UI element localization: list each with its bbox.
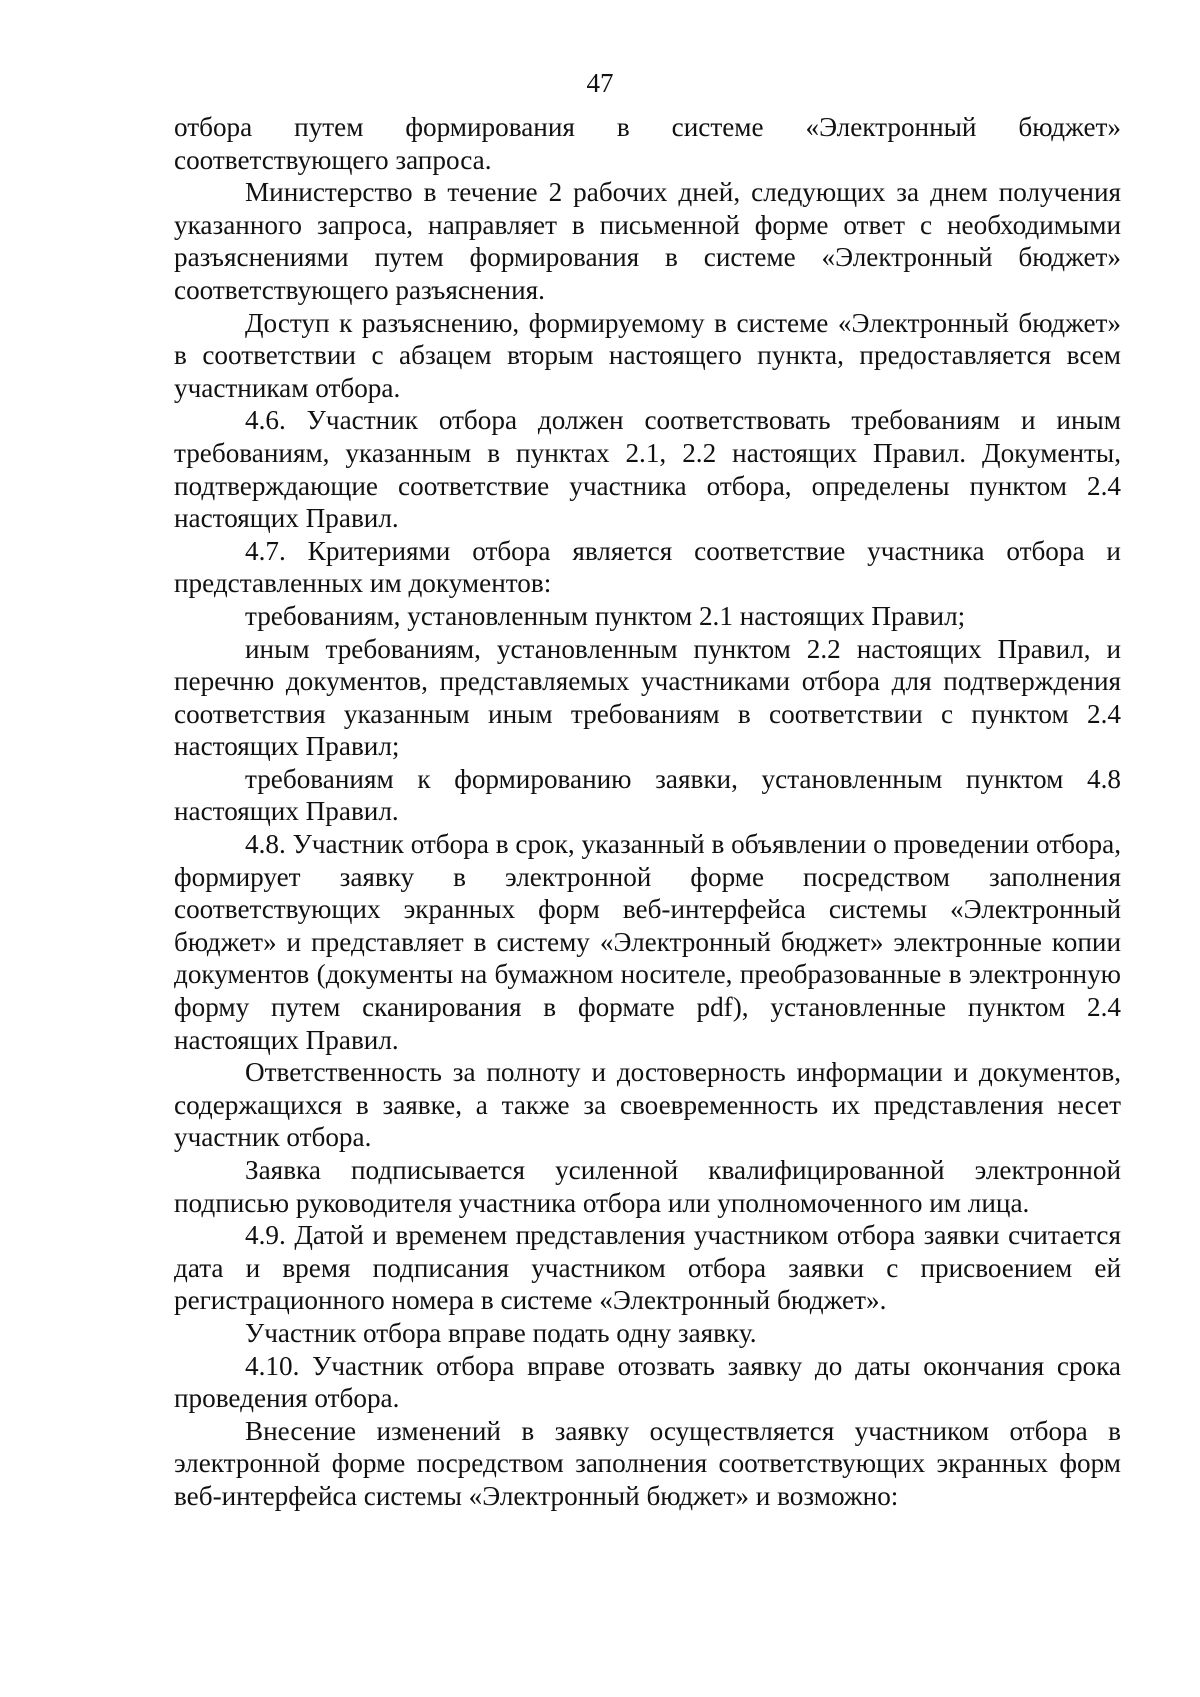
paragraph: Министерство в течение 2 рабочих дней, следующих за днем получения указанного запроса, направляет в письменной форме ответ с необходимыми разъяснениями путем формирования в системе «Электронный бюджет» соответствующего разъяснения. (174, 177, 1121, 305)
paragraph: Заявка подписывается усиленной квалифицированной электронной подписью руководителя участника отбора или уполномоченного им лица. (174, 1155, 1121, 1218)
paragraph: Ответственность за полноту и достоверность информации и документов, содержащихся в заявке, а также за своевременность их представления несет участник отбора. (174, 1057, 1121, 1153)
paragraph: иным требованиям, установленным пунктом 2.2 настоящих Правил, и перечню документов, представляемых участниками отбора для подтверждения соответствия указанным иным требованиям в соответствии с пунктом 2.4 настоящих Правил; (174, 633, 1121, 762)
paragraph: Доступ к разъяснению, формируемому в системе «Электронный бюджет» в соответствии с абзацем вторым настоящего пункта, предоставляется всем участникам отбора. (174, 307, 1121, 403)
paragraph: отбора путем формирования в системе «Электронный бюджет» соответствующего запроса. (174, 112, 1121, 175)
paragraph: Внесение изменений в заявку осуществляется участником отбора в электронной форме посредством заполнения соответствующих экранных форм веб-интерфейса системы «Электронный бюджет» и возможно: (174, 1415, 1121, 1511)
paragraph: 4.9. Датой и временем представления участником отбора заявки считается дата и время подписания участником отбора заявки с присвоением ей регистрационного номера в системе «Электронный бюджет». (174, 1220, 1121, 1316)
paragraph: 4.7. Критериями отбора является соответствие участника отбора и представленных им документов: (174, 535, 1121, 599)
page-number: 47 (586, 68, 614, 98)
paragraph: требованиям к формированию заявки, установленным пунктом 4.8 настоящих Правил. (174, 763, 1121, 827)
paragraph: 4.8. Участник отбора в срок, указанный в объявлении о проведении отбора, формирует заявку в электронной форме посредством заполнения соответствующих экранных форм веб-интерфейса системы «Электронный бюджет» и представляет в систему «Электронный бюджет» электронные копии документов (документы на бумажном носителе, преобразованные в электронную форму путем сканирования в формате pdf), установленные пунктом 2.4 настоящих Правил. (174, 829, 1121, 1055)
paragraph: Участник отбора вправе подать одну заявку. (245, 1317, 757, 1348)
document-body (174, 111, 1121, 1513)
paragraph: 4.10. Участник отбора вправе отозвать заявку до даты окончания срока проведения отбора. (174, 1350, 1121, 1414)
paragraph: требованиям, установленным пунктом 2.1 настоящих Правил; (245, 600, 966, 631)
paragraph: 4.6. Участник отбора должен соответствовать требованиям и иным требованиям, указанным в пунктах 2.1, 2.2 настоящих Правил. Документы, подтверждающие соответствие участника отбора, определены пунктом 2.4 настоящих Правил. (174, 405, 1121, 534)
